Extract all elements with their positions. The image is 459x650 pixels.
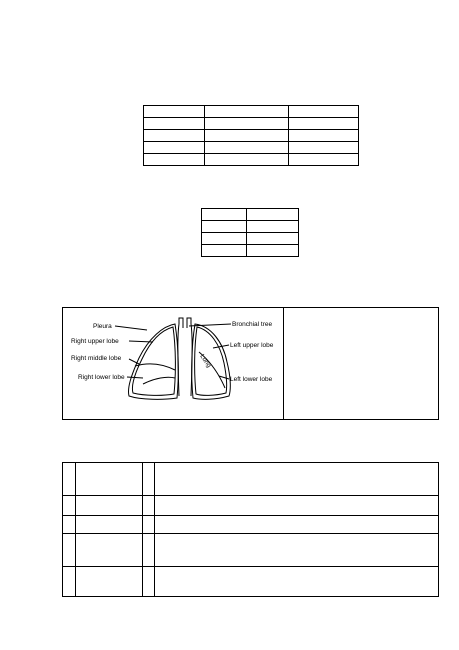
table-cell bbox=[143, 567, 155, 597]
table-cell bbox=[143, 516, 155, 534]
lung-diagram bbox=[63, 308, 438, 419]
table-cell bbox=[289, 106, 359, 118]
table-cell bbox=[63, 496, 76, 516]
table-cell bbox=[63, 516, 76, 534]
table-cell bbox=[289, 154, 359, 166]
table-cell bbox=[76, 463, 143, 496]
table-row bbox=[144, 154, 359, 166]
table-row bbox=[63, 463, 439, 496]
label-lung: Lung bbox=[198, 353, 213, 369]
table-cell bbox=[144, 142, 205, 154]
table-cell bbox=[202, 233, 247, 245]
table-cell bbox=[76, 516, 143, 534]
table-cell bbox=[247, 245, 299, 257]
table-row bbox=[202, 209, 299, 221]
table-cell bbox=[144, 130, 205, 142]
table-row bbox=[144, 118, 359, 130]
lung-figure-box bbox=[62, 307, 439, 420]
empty-table-top bbox=[143, 105, 359, 166]
empty-table-middle bbox=[201, 208, 299, 257]
right-fissure-line bbox=[135, 364, 175, 370]
table-row bbox=[144, 130, 359, 142]
table-cell bbox=[76, 496, 143, 516]
label-pleura: Pleura bbox=[93, 323, 112, 330]
table-row bbox=[202, 245, 299, 257]
table-cell bbox=[289, 118, 359, 130]
right-lung-outline bbox=[128, 324, 178, 399]
label-bronchial-tree: Bronchial tree bbox=[232, 321, 273, 328]
table-cell bbox=[144, 154, 205, 166]
table-cell bbox=[247, 221, 299, 233]
leader-right-lower bbox=[127, 377, 143, 378]
table-cell bbox=[202, 221, 247, 233]
table-cell bbox=[289, 130, 359, 142]
table-cell bbox=[63, 534, 76, 567]
empty-table-bottom bbox=[62, 462, 439, 597]
table-cell bbox=[289, 142, 359, 154]
table-cell bbox=[247, 233, 299, 245]
label-left-lower-lobe: Left lower lobe bbox=[230, 376, 273, 383]
table-cell bbox=[205, 154, 289, 166]
table-cell bbox=[247, 209, 299, 221]
trachea-outline bbox=[179, 318, 191, 328]
table-cell bbox=[143, 534, 155, 567]
table-cell bbox=[144, 106, 205, 118]
table-cell bbox=[76, 534, 143, 567]
table-row bbox=[202, 221, 299, 233]
table-row bbox=[63, 496, 439, 516]
table-cell bbox=[205, 142, 289, 154]
table-row bbox=[144, 106, 359, 118]
table-cell bbox=[63, 463, 76, 496]
table-cell bbox=[143, 463, 155, 496]
label-right-middle-lobe: Right middle lobe bbox=[71, 355, 122, 362]
table-cell bbox=[205, 118, 289, 130]
table-cell bbox=[155, 463, 439, 496]
table-row bbox=[63, 516, 439, 534]
table-cell bbox=[155, 567, 439, 597]
label-right-lower-lobe: Right lower lobe bbox=[78, 374, 125, 381]
table-cell bbox=[205, 130, 289, 142]
table-cell bbox=[155, 534, 439, 567]
table-cell bbox=[202, 245, 247, 257]
right-lung-inner-outline bbox=[132, 327, 175, 395]
table-row bbox=[202, 233, 299, 245]
table-cell bbox=[76, 567, 143, 597]
table-cell bbox=[143, 496, 155, 516]
right-fissure-line-2 bbox=[143, 377, 175, 384]
table-row bbox=[144, 142, 359, 154]
table-cell bbox=[63, 567, 76, 597]
table-cell bbox=[155, 496, 439, 516]
table-cell bbox=[144, 118, 205, 130]
table-cell bbox=[202, 209, 247, 221]
leader-pleura bbox=[115, 326, 147, 330]
table-row bbox=[63, 534, 439, 567]
label-right-upper-lobe: Right upper lobe bbox=[71, 338, 119, 345]
label-left-upper-lobe: Left upper lobe bbox=[230, 342, 274, 349]
table-cell bbox=[155, 516, 439, 534]
table-cell bbox=[205, 106, 289, 118]
table-row bbox=[63, 567, 439, 597]
